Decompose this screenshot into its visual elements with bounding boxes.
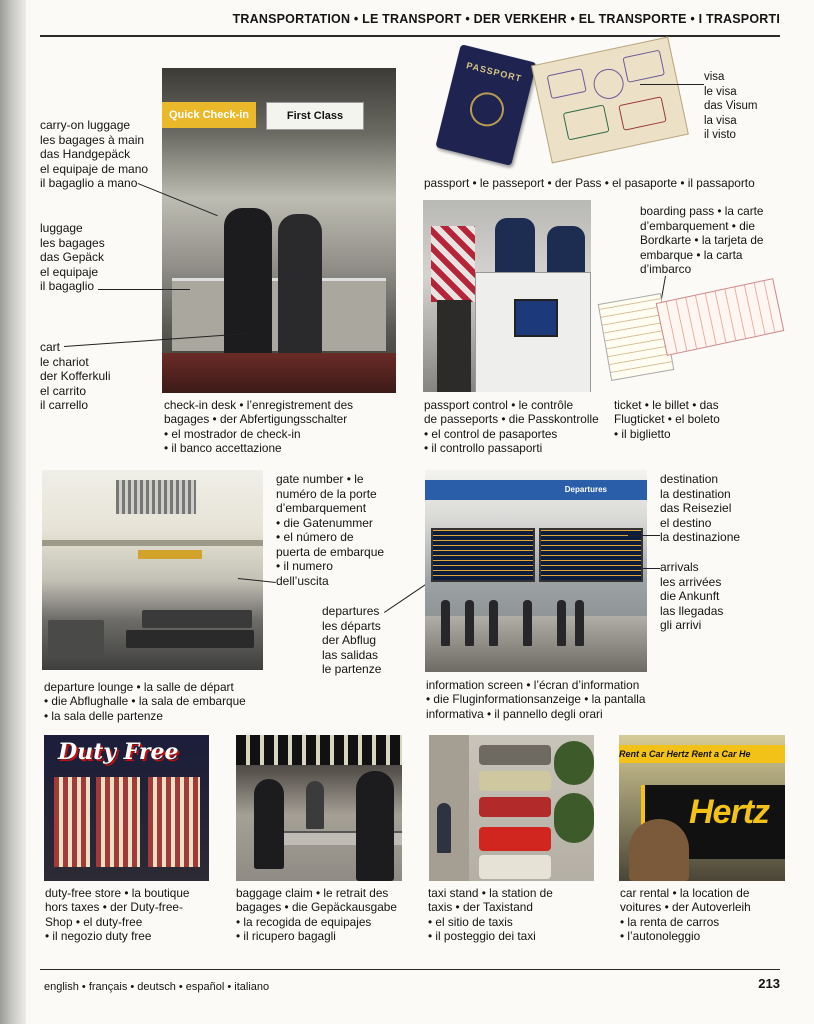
caption-duty-free-store: duty-free store • la boutique hors taxes • der Duty-free- Shop • el duty-free • il negozio duty free: [45, 886, 190, 944]
footer-rule: [40, 969, 780, 970]
caption-ticket: ticket • le billet • das Flugticket • el boleto • il biglietto: [614, 398, 720, 441]
label-boarding-pass: boarding pass • la carte d’embarquement • die Bordkarte • la tarjeta de embarque • la carta d’imbarco: [640, 204, 764, 276]
baggage-claim-photo: [236, 735, 402, 881]
stamp-icon: [547, 68, 587, 99]
car-rental-photo: [619, 735, 785, 881]
caption-check-in-desk: check-in desk • l’enregistrement des bagages • der Abfertigungsschalter • el mostrador de check-in • il banco accettazione: [164, 398, 354, 456]
label-cart: cart le chariot der Kofferkuli el carrito il carrello: [40, 340, 111, 412]
caption-passport: passport • le passeport • der Pass • el pasaporte • il passaporto: [424, 176, 755, 190]
traveler-figure: [557, 600, 566, 646]
traveler-legs: [437, 300, 471, 392]
shop-window: [96, 777, 140, 867]
seated-traveler: [48, 620, 104, 656]
caption-car-rental: car rental • la location de voitures • der Autoverleih • la renta de carros • l’autonoleggio: [620, 886, 751, 944]
quick-check-in-sign: Quick Check-in: [162, 102, 256, 128]
tree: [554, 793, 594, 843]
seat-row: [126, 630, 254, 648]
ceiling-grid: [236, 735, 402, 765]
departure-lounge-photo: [42, 470, 263, 670]
ceiling-vent: [116, 480, 196, 514]
car: [479, 827, 551, 851]
stamp-icon: [622, 50, 665, 83]
ceiling-beam: [42, 540, 263, 546]
label-luggage: luggage les bagages das Gepäck el equipaje il bagaglio: [40, 221, 105, 293]
gate-sign: [138, 550, 202, 559]
terminal-floor: [425, 616, 647, 672]
traveler-figure: [575, 600, 584, 646]
page-header: TRANSPORTATION • LE TRANSPORT • DER VERKEHR • EL TRANSPORTE • I TRASPORTI: [232, 12, 780, 26]
traveler-figure: [465, 600, 474, 646]
check-in-desk-photo: [162, 68, 396, 393]
visa-page-image: [531, 37, 689, 164]
airline-ticket-image: [656, 278, 785, 356]
taxi-stand-photo: [429, 735, 594, 881]
traveler-figure: [278, 214, 322, 354]
traveler-figure: [254, 779, 284, 869]
duty-free-logo: Duty Free: [58, 739, 179, 765]
label-gate-number: gate number • le numéro de la porte d’embarquement • die Gatenummer • el número de puerta de embarque • il numero dell’uscita: [276, 472, 385, 588]
leader-line-destination: [628, 535, 660, 536]
leader-line-departures: [384, 584, 426, 613]
leader-line-visa: [640, 84, 704, 85]
caption-baggage-claim: baggage claim • le retrait des bagages • die Gepäckausgabe • la recogida de equipajes • il ricupero bagagli: [236, 886, 397, 944]
traveler-figure: [431, 226, 475, 302]
traveler-figure: [306, 781, 324, 829]
shop-window: [148, 777, 200, 867]
book-spine-shadow: [0, 0, 26, 1024]
page-number: 213: [758, 976, 780, 991]
passport-control-photo: [423, 200, 591, 392]
departures-banner: Departures: [425, 480, 647, 500]
traveler-figure: [489, 600, 498, 646]
hertz-logo: Hertz: [689, 793, 770, 831]
caption-passport-control: passport control • le contrôle de passeports • die Passkontrolle • el control de pasaportes • il controllo passaporti: [424, 398, 599, 456]
label-departures: departures les départs der Abflug las salidas le partenze: [322, 604, 382, 676]
car: [479, 797, 551, 817]
stamp-icon: [563, 104, 610, 140]
traveler-figure: [441, 600, 450, 646]
duty-free-store-photo: [44, 735, 209, 881]
first-class-sign: First Class: [266, 102, 364, 130]
leader-line-luggage: [98, 289, 190, 290]
shop-window: [54, 777, 90, 867]
officer-figure: [547, 226, 585, 276]
rental-agent-figure: [629, 819, 689, 881]
stamp-icon: [591, 66, 627, 102]
leader-line-arrivals: [642, 568, 660, 569]
booth-logo-icon: [514, 299, 558, 337]
control-booth: [475, 272, 591, 392]
rent-a-car-banner: Rent a Car Hertz Rent a Car He: [619, 745, 785, 763]
label-destination: destination la destination das Reiseziel el destino la destinazione: [660, 472, 741, 544]
carpet-floor: [162, 353, 396, 393]
footer-languages: english • français • deutsch • español • italiano: [44, 981, 270, 993]
header-rule: [40, 35, 780, 37]
pedestrian-figure: [437, 803, 451, 853]
caption-taxi-stand: taxi stand • la station de taxis • der Taxistand • el sitio de taxis • il posteggio dei taxi: [428, 886, 553, 944]
traveler-figure: [523, 600, 532, 646]
label-arrivals: arrivals les arrivées die Ankunft las llegadas gli arrivi: [660, 560, 724, 632]
label-visa: visa le visa das Visum la visa il visto: [704, 71, 758, 141]
tree: [554, 741, 594, 785]
traveler-figure: [224, 208, 272, 358]
officer-figure: [495, 218, 535, 278]
arrivals-board: [539, 528, 643, 582]
traveler-figure: [356, 771, 394, 881]
eagle-seal-icon: [466, 89, 507, 130]
caption-departure-lounge: departure lounge • la salle de départ • die Abflughalle • la sala de embarque • la sala delle partenze: [44, 680, 246, 723]
passport-image: PASSPORT: [435, 44, 536, 166]
taxi-car: [479, 771, 551, 791]
information-screen-photo: [425, 470, 647, 672]
label-carry-on-luggage: carry-on luggage les bagages à main das Handgepäck el equipaje de mano il bagaglio a mano: [40, 118, 149, 190]
taxi-car: [479, 855, 551, 879]
car: [479, 745, 551, 765]
stamp-icon: [618, 96, 666, 131]
caption-information-screen: information screen • l’écran d’information • die Fluginformationsanzeige • la pantalla informativa • il pannello degli orari: [426, 678, 646, 721]
seat-row: [142, 610, 252, 628]
departures-board: [431, 528, 535, 582]
